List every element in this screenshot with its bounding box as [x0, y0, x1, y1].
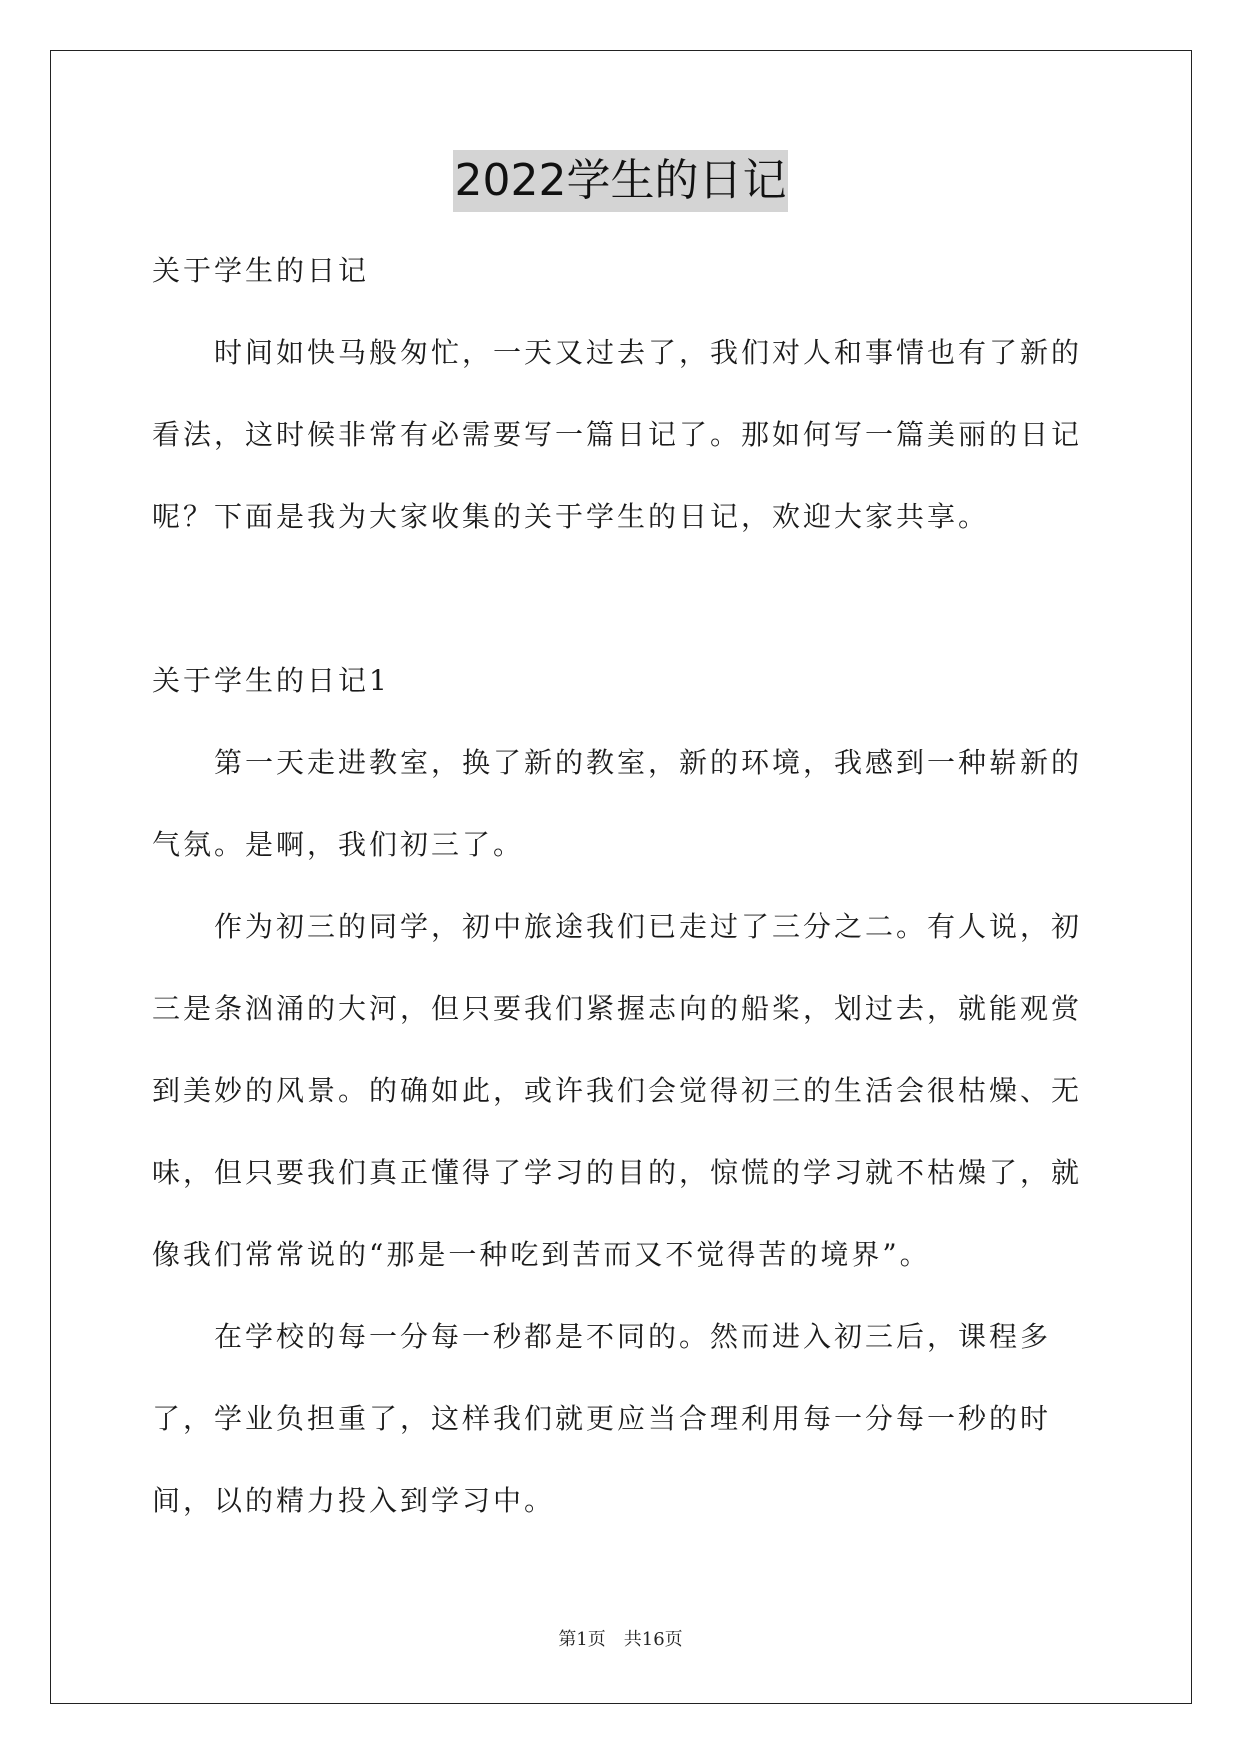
paragraph-every-second: 在学校的每一分每一秒都是不同的。然而进入初三后，课程多了，学业负担重了，这样我们就更应当合理利用每一分每一秒的时间，以的精力投入到学习中。 — [152, 1320, 1052, 1517]
page-total: 共16页 — [623, 1629, 683, 1650]
paragraph-intro: 时间如快马般匆忙，一天又过去了，我们对人和事情也有了新的看法，这时候非常有必需要写一篇日记了。那如何写一篇美丽的日记呢？下面是我为大家收集的关于学生的日记，欢迎大家共享。 — [152, 336, 1083, 533]
title-container — [0, 150, 1241, 212]
section-heading-diary-1: 关于学生的日记1 — [152, 664, 390, 697]
document-body — [152, 230, 1092, 1542]
section-heading-intro: 关于学生的日记 — [152, 254, 370, 287]
page-footer — [0, 1625, 1241, 1651]
paragraph-first-day: 第一天走进教室，换了新的教室，新的环境，我感到一种崭新的气氛。是啊，我们初三了。 — [152, 746, 1083, 861]
blank-spacer — [152, 558, 1092, 640]
paragraph-grade-three: 作为初三的同学，初中旅途我们已走过了三分之二。有人说，初三是条汹涌的大河，但只要我们紧握志向的船桨，划过去，就能观赏到美妙的风景。的确如此，或许我们会觉得初三的生活会很枯燥、无味，但只要我们真正懂得了学习的目的，惊慌的学习就不枯燥了，就像我们常常说的“那是一种吃到苦而又不觉得苦的境界”。 — [152, 910, 1083, 1271]
page-number: 第1页 — [558, 1629, 606, 1650]
document-title: 2022学生的日记 — [453, 150, 789, 212]
